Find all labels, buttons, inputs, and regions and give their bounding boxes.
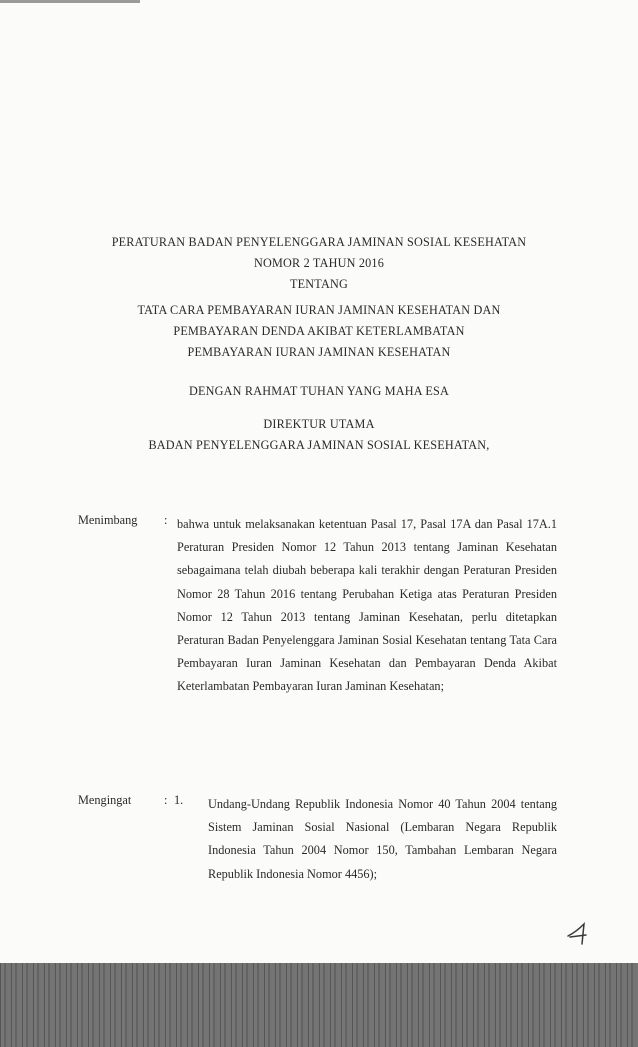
- mengingat-label: Mengingat: [78, 793, 132, 807]
- menimbang-label: Menimbang: [78, 513, 138, 527]
- regulation-title: PERATURAN BADAN PENYELENGGARA JAMINAN SOSIAL KESEHATAN: [111, 235, 527, 249]
- mengingat-item-number: 1.: [174, 793, 184, 807]
- scan-edge-mark: [0, 0, 140, 3]
- signature-mark-icon: [566, 920, 592, 946]
- regulation-about: TENTANG: [290, 277, 348, 291]
- mengingat-colon: :: [164, 793, 168, 807]
- official-title: DIREKTUR UTAMA: [263, 417, 375, 431]
- regulation-subject-line: TATA CARA PEMBAYARAN IURAN JAMINAN KESEHATAN DAN: [137, 303, 501, 317]
- menimbang-colon: :: [164, 513, 168, 527]
- regulation-header: [0, 232, 638, 456]
- regulation-subject-line: PEMBAYARAN DENDA AKIBAT KETERLAMBATAN: [173, 324, 465, 338]
- blessing-line: DENGAN RAHMAT TUHAN YANG MAHA ESA: [189, 384, 449, 398]
- regulation-number: NOMOR 2 TAHUN 2016: [253, 256, 385, 270]
- menimbang-text: bahwa untuk melaksanakan ketentuan Pasal 17, Pasal 17A dan Pasal 17A.1 Peraturan Presiden Nomor 12 Tahun 2013 tentang Jaminan Kesehatan sebagaimana telah diubah beberapa kali terakhir dengan Peraturan Presiden Nomor 28 Tahun 2016 tentang Perubahan Ketiga atas Peraturan Presiden Nomor 12 Tahun 2013 tentang Jaminan Kesehatan, perlu ditetapkan Peraturan Badan Penyelenggara Jaminan Sosial Kesehatan tentang Tata Cara Pembayaran Iuran Jaminan Kesehatan dan Pembayaran Denda Akibat Keterlambatan Pembayaran Iuran Jaminan Kesehatan;: [177, 517, 557, 694]
- regulation-subject-line: PEMBAYARAN IURAN JAMINAN KESEHATAN: [187, 345, 451, 359]
- mengingat-item-text: Undang-Undang Republik Indonesia Nomor 40 Tahun 2004 tentang Sistem Jaminan Sosial Nasional (Lembaran Negara Republik Indonesia Tahun 2004 Nomor 150, Tambahan Lembaran Negara Republik Indonesia Nomor 4456);: [208, 797, 557, 881]
- official-agency: BADAN PENYELENGGARA JAMINAN SOSIAL KESEHATAN,: [148, 438, 490, 452]
- scan-footer-bar: [0, 963, 638, 1047]
